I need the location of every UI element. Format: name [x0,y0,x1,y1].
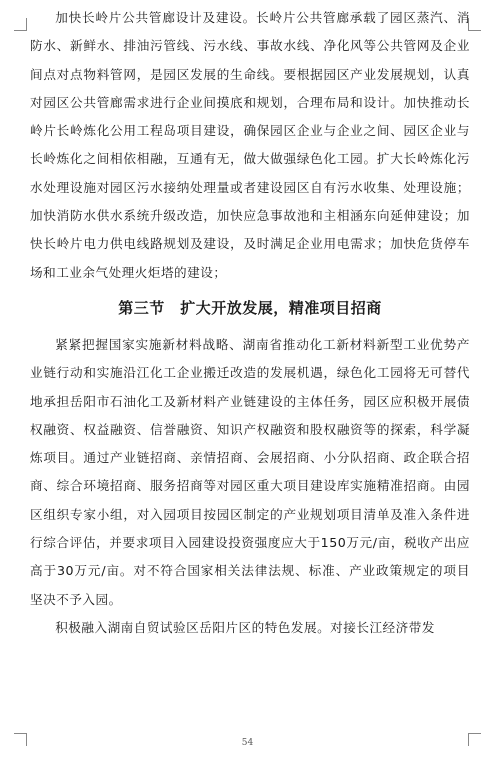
paragraph-pipe-corridor: 加快长岭片公共管廊设计及建设。长岭片公共管廊承载了园区蒸汽、消防水、新鲜水、排油污管线、污水线、事故水线、净化风等公共管网及企业间点对点物料管网，是园区发展的生命线。要根据园区产业发展规划，认真对园区公共管廊需求进行企业间摸底和规划，合理布局和设计。加快推动长岭片长岭炼化公用工程岛项目建设，确保园区企业与企业之间、园区企业与长岭炼化之间相依相融，互通有无，做大做强绿色化工园。扩大长岭炼化污水处理设施对园区污水接纳处理量或者建设园区自有污水收集、处理设施；加快消防水供水系统升级改造，加快应急事故池和主相涵东向延伸建设；加快长岭片电力供电线路规划及建设，及时满足企业用电需求；加快危货停车场和工业余气处理火炬塔的建设； [30,10,470,280]
page-body [30,4,470,642]
paragraph-free-trade-zone: 积极融入湖南自贸试验区岳阳片区的特色发展。对接长江经济带发 [55,619,435,635]
page-number: 54 [241,738,254,748]
crop-mark-top-left [14,18,27,31]
section-title: 第三节 扩大开放发展，精准项目招商 [118,298,382,317]
paragraph-investment-attraction: 紧紧把握国家实施新材料战略、湖南省推动化工新材料新型工业优势产业链行动和实施沿江化工企业搬迁改造的发展机遇，绿色化工园将无可替代地承担岳阳市石油化工及新材料产业链建设的主体任务，园区应积极开展债权融资、权益融资、信誉融资、知识产权融资和股权融资等的探索，科学凝炼项目。通过产业链招商、亲情招商、会展招商、小分队招商、政企联合招商、综合环境招商、服务招商等对园区重大项目建设库实施精准招商。由园区组织专家小组，对入园项目按园区制定的产业规划项目清单及准入条件进行综合评估，并要求项目入园建设投资强度应大于150万元/亩，税收产出应高于30万元/亩。对不符合国家相关法律法规、标准、产业政策规定的项目坚决不予入园。 [30,336,470,607]
